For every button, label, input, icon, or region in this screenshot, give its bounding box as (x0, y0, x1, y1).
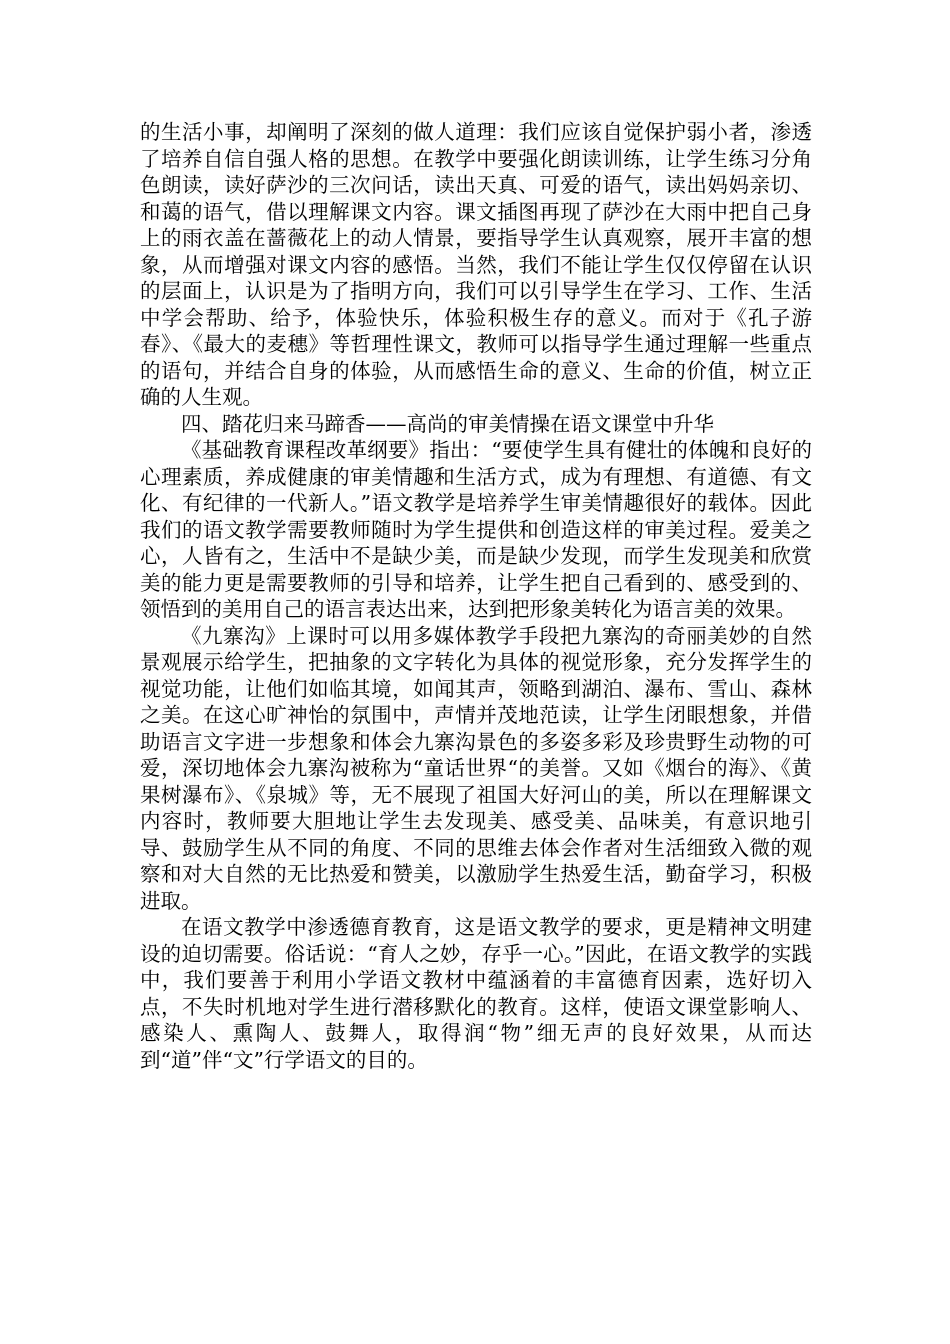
paragraph-curriculum-reform: 《基础教育课程改革纲要》指出：“要使学生具有健壮的体魄和良好的心理素质，养成健康的审美情趣和生活方式，成为有理想、有道德、有文化、有纪律的一代新人。”语文教学是培养学生审美情趣很好的载体。因此我们的语文教学需要教师随时为学生提供和创造这样的审美过程。爱美之心，人皆有之，生活中不是缺少美，而是缺少发现，而学生发现美和欣赏美的能力更是需要教师的引导和培养，让学生把自己看到的、感受到的、领悟到的美用自己的语言表达出来，达到把形象美转化为语言美的效果。 (140, 438, 812, 621)
paragraph-conclusion: 在语文教学中渗透德育教育，这是语文教学的要求，更是精神文明建设的迫切需要。俗话说：“育人之妙，存乎一心。”因此，在语文教学的实践中，我们要善于利用小学语文教材中蕴涵着的丰富德育因素，选好切入点，不失时机地对学生进行潜移默化的教育。这样，使语文课堂影响人、感染人、熏陶人、鼓舞人，取得润“物”细无声的良好效果，从而达到“道”伴“文”行学语文的目的。 (140, 915, 812, 1072)
document-body (140, 119, 812, 1073)
paragraph-continuation: 的生活小事，却阐明了深刻的做人道理：我们应该自觉保护弱小者，渗透了培养自信自强人格的思想。在教学中要强化朗读训练，让学生练习分角色朗读，读好萨沙的三次问话，读出天真、可爱的语气，读出妈妈亲切、和蔼的语气，借以理解课文内容。课文插图再现了萨沙在大雨中把自己身上的雨衣盖在蔷薇花上的动人情景，要指导学生认真观察，展开丰富的想象，从而增强对课文内容的感悟。当然，我们不能让学生仅仅停留在认识的层面上，认识是为了指明方向，我们可以引导学生在学习、工作、生活中学会帮助、给予，体验快乐，体验积极生存的意义。而对于《孔子游春》、《最大的麦穗》等哲理性课文，教师可以指导学生通过理解一些重点的语句，并结合自身的体验，从而感悟生命的意义、生命的价值，树立正确的人生观。 (140, 120, 812, 409)
paragraph-jiuzhaigou: 《九寨沟》上课时可以用多媒体教学手段把九寨沟的奇丽美妙的自然景观展示给学生，把抽象的文字转化为具体的视觉形象，充分发挥学生的视觉功能，让他们如临其境，如闻其声，领略到湖泊、瀑布、雪山、森林之美。在这心旷神怡的氛围中，声情并茂地范读，让学生闭眼想象，并借助语言文字进一步想象和体会九寨沟景色的多姿多彩及珍贵野生动物的可爱，深切地体会九寨沟被称为“童话世界“的美誉。又如《烟台的海》、《黄果树瀑布》、《泉城》等，无不展现了祖国大好河山的美，所以在理解课文内容时，教师要大胆地让学生去发现美、感受美、品味美，有意识地引导、鼓励学生从不同的角度、不同的思维去体会作者对生活细致入微的观察和对大自然的无比热爱和赞美，以激励学生热爱生活，勤奋学习，积极进取。 (140, 623, 812, 913)
section-heading-four: 四、踏花归来马蹄香——高尚的审美情操在语文课堂中升华 (181, 411, 714, 436)
